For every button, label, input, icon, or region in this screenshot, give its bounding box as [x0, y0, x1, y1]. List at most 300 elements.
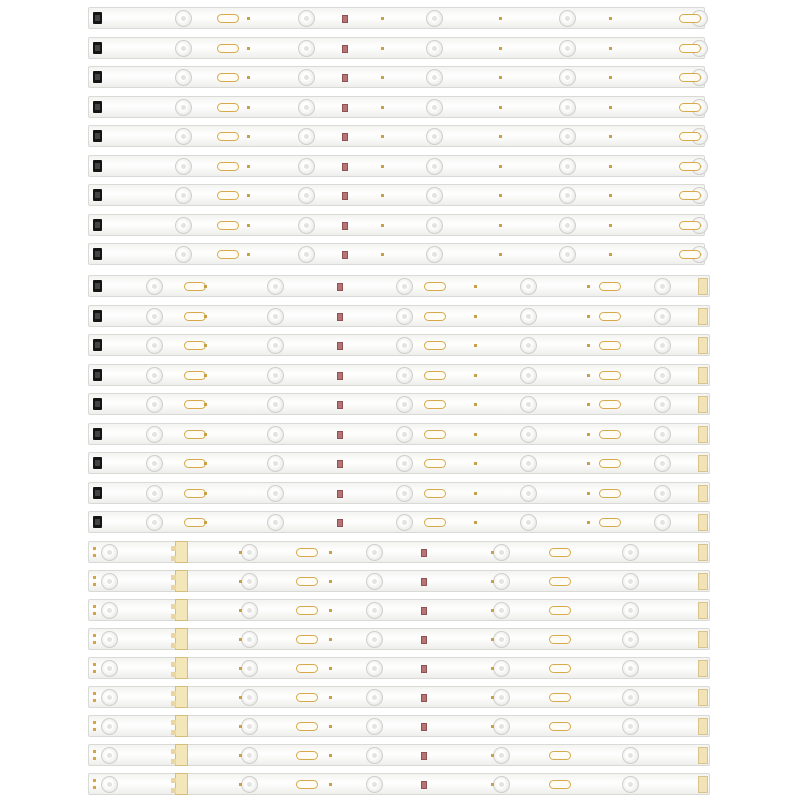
mounting-slot: [296, 635, 318, 644]
mounting-slot: [184, 518, 206, 527]
led-lens: [520, 455, 537, 472]
test-pad: [329, 667, 332, 670]
mounting-slot: [679, 132, 701, 141]
led-lens: [267, 485, 284, 502]
led-lens: [267, 278, 284, 295]
mounting-slot: [679, 250, 701, 259]
mounting-slot: [549, 664, 571, 673]
mounting-slot: [296, 751, 318, 760]
led-lens: [493, 660, 510, 677]
connector: [93, 101, 102, 113]
test-pad: [204, 285, 207, 288]
led-lens: [559, 217, 576, 234]
test-pad: [587, 403, 590, 406]
led-lens: [426, 69, 443, 86]
mounting-slot: [549, 577, 571, 586]
led-lens: [146, 367, 163, 384]
led-strip: [88, 7, 705, 29]
test-pad: [329, 696, 332, 699]
led-lens: [559, 40, 576, 57]
connector: [93, 339, 102, 351]
mounting-slot: [549, 606, 571, 615]
smd-chip: [337, 401, 343, 409]
end-cap: [698, 776, 708, 793]
led-lens: [298, 69, 315, 86]
test-pad: [587, 521, 590, 524]
test-pad: [204, 492, 207, 495]
test-pad: [491, 696, 494, 699]
test-pad: [247, 135, 250, 138]
led-lens: [520, 396, 537, 413]
mounting-slot: [549, 722, 571, 731]
led-strip: [88, 423, 710, 445]
end-cap: [698, 337, 708, 354]
led-lens: [267, 337, 284, 354]
test-pad: [329, 783, 332, 786]
end-cap: [698, 747, 708, 764]
smd-chip: [342, 251, 348, 259]
test-pad: [491, 638, 494, 641]
end-cap: [698, 718, 708, 735]
test-pad: [247, 194, 250, 197]
test-pad: [491, 609, 494, 612]
test-pad: [474, 521, 477, 524]
solder-pad: [93, 663, 96, 666]
smd-chip: [342, 133, 348, 141]
mounting-slot: [296, 664, 318, 673]
test-pad: [381, 194, 384, 197]
led-lens: [622, 718, 639, 735]
connector: [93, 42, 102, 54]
led-lens: [493, 747, 510, 764]
led-lens: [493, 573, 510, 590]
end-cap: [698, 426, 708, 443]
led-strip: [88, 66, 705, 88]
led-lens: [241, 573, 258, 590]
led-lens: [520, 514, 537, 531]
test-pad: [499, 76, 502, 79]
led-lens: [101, 718, 118, 735]
test-pad: [329, 580, 332, 583]
led-lens: [622, 573, 639, 590]
test-pad: [491, 725, 494, 728]
mounting-slot: [599, 489, 621, 498]
mounting-slot: [599, 459, 621, 468]
test-pad: [491, 580, 494, 583]
led-lens: [241, 544, 258, 561]
mounting-slot: [599, 371, 621, 380]
led-strip: [88, 364, 710, 386]
mounting-slot: [549, 751, 571, 760]
test-pad: [491, 667, 494, 670]
led-lens: [654, 426, 671, 443]
smd-chip: [342, 192, 348, 200]
mounting-slot: [549, 780, 571, 789]
led-lens: [396, 426, 413, 443]
mounting-slot: [296, 548, 318, 557]
led-lens: [396, 337, 413, 354]
led-strip: [88, 686, 710, 708]
led-lens: [559, 69, 576, 86]
test-pad: [499, 17, 502, 20]
led-lens: [101, 573, 118, 590]
led-lens: [175, 128, 192, 145]
mounting-slot: [599, 400, 621, 409]
test-pad: [491, 754, 494, 757]
test-pad: [609, 224, 612, 227]
mounting-slot: [599, 312, 621, 321]
led-lens: [654, 337, 671, 354]
led-strip: [88, 305, 710, 327]
test-pad: [204, 433, 207, 436]
led-lens: [298, 99, 315, 116]
led-strip: [88, 657, 710, 679]
led-lens: [622, 689, 639, 706]
smd-chip: [337, 519, 343, 527]
test-pad: [247, 165, 250, 168]
smd-chip: [337, 313, 343, 321]
test-pad: [239, 609, 242, 612]
solder-pad: [93, 699, 96, 702]
test-pad: [609, 253, 612, 256]
led-lens: [426, 158, 443, 175]
led-lens: [520, 485, 537, 502]
solder-pad: [93, 779, 96, 782]
led-lens: [654, 485, 671, 502]
connector-tail: [175, 773, 188, 795]
led-lens: [267, 367, 284, 384]
mounting-slot: [184, 371, 206, 380]
connector-tail: [175, 599, 188, 621]
connector: [93, 310, 102, 322]
led-strip: [88, 570, 710, 592]
led-lens: [426, 217, 443, 234]
connector: [93, 280, 102, 292]
connector-tail: [175, 686, 188, 708]
test-pad: [499, 47, 502, 50]
test-pad: [609, 135, 612, 138]
led-lens: [559, 187, 576, 204]
led-lens: [426, 40, 443, 57]
led-lens: [175, 40, 192, 57]
test-pad: [239, 551, 242, 554]
led-lens: [493, 602, 510, 619]
test-pad: [609, 17, 612, 20]
led-lens: [396, 514, 413, 531]
led-lens: [654, 514, 671, 531]
connector-tail: [175, 541, 188, 563]
led-lens: [493, 689, 510, 706]
solder-pad: [93, 634, 96, 637]
test-pad: [381, 224, 384, 227]
test-pad: [499, 106, 502, 109]
test-pad: [499, 135, 502, 138]
test-pad: [239, 783, 242, 786]
mounting-slot: [184, 489, 206, 498]
test-pad: [239, 754, 242, 757]
end-cap: [698, 308, 708, 325]
smd-chip: [337, 460, 343, 468]
end-cap: [698, 660, 708, 677]
test-pad: [381, 17, 384, 20]
connector: [93, 369, 102, 381]
led-lens: [622, 602, 639, 619]
led-lens: [146, 337, 163, 354]
smd-chip: [421, 752, 427, 760]
connector-tail: [175, 570, 188, 592]
led-strip: [88, 125, 705, 147]
connector: [93, 398, 102, 410]
led-lens: [366, 776, 383, 793]
test-pad: [239, 696, 242, 699]
test-pad: [609, 106, 612, 109]
led-lens: [396, 485, 413, 502]
end-cap: [698, 602, 708, 619]
mounting-slot: [296, 693, 318, 702]
led-lens: [241, 776, 258, 793]
solder-pad: [93, 692, 96, 695]
led-lens: [101, 747, 118, 764]
led-strip: [88, 715, 710, 737]
led-lens: [101, 631, 118, 648]
connector: [93, 71, 102, 83]
led-lens: [520, 308, 537, 325]
led-lens: [175, 69, 192, 86]
test-pad: [474, 374, 477, 377]
led-strip: [88, 599, 710, 621]
mounting-slot: [424, 282, 446, 291]
led-lens: [426, 128, 443, 145]
test-pad: [204, 374, 207, 377]
solder-pad: [93, 728, 96, 731]
test-pad: [247, 224, 250, 227]
mounting-slot: [217, 132, 239, 141]
test-pad: [491, 783, 494, 786]
mounting-slot: [549, 693, 571, 702]
smd-chip: [342, 45, 348, 53]
led-lens: [101, 602, 118, 619]
led-lens: [298, 246, 315, 263]
mounting-slot: [296, 780, 318, 789]
test-pad: [381, 106, 384, 109]
led-strip: [88, 628, 710, 650]
test-pad: [247, 253, 250, 256]
mounting-slot: [679, 221, 701, 230]
led-strip: [88, 744, 710, 766]
smd-chip: [342, 15, 348, 23]
connector-tail: [175, 715, 188, 737]
smd-chip: [421, 694, 427, 702]
led-lens: [654, 308, 671, 325]
smd-chip: [337, 431, 343, 439]
led-strip: [88, 511, 710, 533]
test-pad: [247, 76, 250, 79]
connector: [93, 428, 102, 440]
mounting-slot: [296, 606, 318, 615]
test-pad: [587, 462, 590, 465]
smd-chip: [421, 665, 427, 673]
led-lens: [241, 747, 258, 764]
connector-tail: [175, 628, 188, 650]
end-cap: [698, 631, 708, 648]
mounting-slot: [217, 221, 239, 230]
led-lens: [146, 396, 163, 413]
connector: [93, 12, 102, 24]
led-lens: [175, 158, 192, 175]
solder-pad: [93, 605, 96, 608]
solder-pad: [93, 721, 96, 724]
test-pad: [381, 165, 384, 168]
mounting-slot: [184, 312, 206, 321]
led-lens: [366, 689, 383, 706]
led-lens: [366, 631, 383, 648]
test-pad: [609, 165, 612, 168]
led-lens: [366, 747, 383, 764]
solder-pad: [93, 750, 96, 753]
test-pad: [204, 462, 207, 465]
led-lens: [654, 367, 671, 384]
solder-pad: [93, 670, 96, 673]
mounting-slot: [217, 191, 239, 200]
mounting-slot: [424, 430, 446, 439]
mounting-slot: [296, 722, 318, 731]
led-strip: [88, 334, 710, 356]
led-lens: [146, 426, 163, 443]
led-lens: [366, 602, 383, 619]
mounting-slot: [599, 518, 621, 527]
mounting-slot: [424, 400, 446, 409]
led-lens: [559, 99, 576, 116]
end-cap: [698, 455, 708, 472]
led-strip: [88, 275, 710, 297]
smd-chip: [342, 74, 348, 82]
led-lens: [241, 660, 258, 677]
led-lens: [559, 246, 576, 263]
test-pad: [239, 580, 242, 583]
mounting-slot: [599, 282, 621, 291]
led-lens: [241, 718, 258, 735]
test-pad: [474, 285, 477, 288]
led-lens: [426, 99, 443, 116]
test-pad: [474, 344, 477, 347]
test-pad: [587, 315, 590, 318]
mounting-slot: [549, 635, 571, 644]
led-lens: [146, 278, 163, 295]
smd-chip: [342, 222, 348, 230]
mounting-slot: [217, 44, 239, 53]
test-pad: [587, 285, 590, 288]
led-lens: [298, 217, 315, 234]
led-lens: [298, 187, 315, 204]
led-lens: [298, 10, 315, 27]
led-lens: [654, 455, 671, 472]
led-lens: [267, 455, 284, 472]
led-lens: [366, 718, 383, 735]
led-lens: [241, 631, 258, 648]
connector-tail: [175, 744, 188, 766]
led-lens: [241, 689, 258, 706]
test-pad: [247, 47, 250, 50]
test-pad: [247, 106, 250, 109]
test-pad: [204, 403, 207, 406]
test-pad: [587, 492, 590, 495]
mounting-slot: [424, 341, 446, 350]
led-lens: [654, 278, 671, 295]
led-lens: [175, 246, 192, 263]
end-cap: [698, 396, 708, 413]
led-strip: [88, 214, 705, 236]
led-lens: [146, 308, 163, 325]
led-strip: [88, 541, 710, 563]
mounting-slot: [679, 73, 701, 82]
smd-chip: [337, 342, 343, 350]
led-lens: [175, 10, 192, 27]
test-pad: [329, 609, 332, 612]
test-pad: [587, 374, 590, 377]
led-lens: [622, 776, 639, 793]
led-lens: [101, 660, 118, 677]
mounting-slot: [217, 103, 239, 112]
led-lens: [622, 660, 639, 677]
connector: [93, 130, 102, 142]
mounting-slot: [424, 371, 446, 380]
led-lens: [622, 747, 639, 764]
test-pad: [204, 315, 207, 318]
mounting-slot: [184, 282, 206, 291]
test-pad: [329, 638, 332, 641]
mounting-slot: [424, 312, 446, 321]
mounting-slot: [679, 14, 701, 23]
end-cap: [698, 544, 708, 561]
led-lens: [146, 485, 163, 502]
end-cap: [698, 573, 708, 590]
led-lens: [520, 278, 537, 295]
smd-chip: [342, 163, 348, 171]
led-lens: [426, 187, 443, 204]
led-lens: [493, 776, 510, 793]
mounting-slot: [184, 459, 206, 468]
solder-pad: [93, 612, 96, 615]
test-pad: [381, 253, 384, 256]
led-lens: [396, 278, 413, 295]
smd-chip: [337, 283, 343, 291]
mounting-slot: [424, 489, 446, 498]
led-lens: [520, 337, 537, 354]
solder-pad: [93, 583, 96, 586]
test-pad: [381, 76, 384, 79]
mounting-slot: [424, 518, 446, 527]
led-strip: [88, 452, 710, 474]
test-pad: [474, 462, 477, 465]
mounting-slot: [679, 162, 701, 171]
test-pad: [474, 403, 477, 406]
led-lens: [101, 544, 118, 561]
led-lens: [622, 631, 639, 648]
led-strip: [88, 96, 705, 118]
led-lens: [622, 544, 639, 561]
smd-chip: [421, 723, 427, 731]
mounting-slot: [184, 430, 206, 439]
connector: [93, 516, 102, 528]
led-strip: [88, 155, 705, 177]
connector: [93, 189, 102, 201]
mounting-slot: [184, 400, 206, 409]
led-lens: [175, 187, 192, 204]
led-lens: [298, 40, 315, 57]
led-lens: [298, 158, 315, 175]
led-lens: [241, 602, 258, 619]
test-pad: [381, 135, 384, 138]
